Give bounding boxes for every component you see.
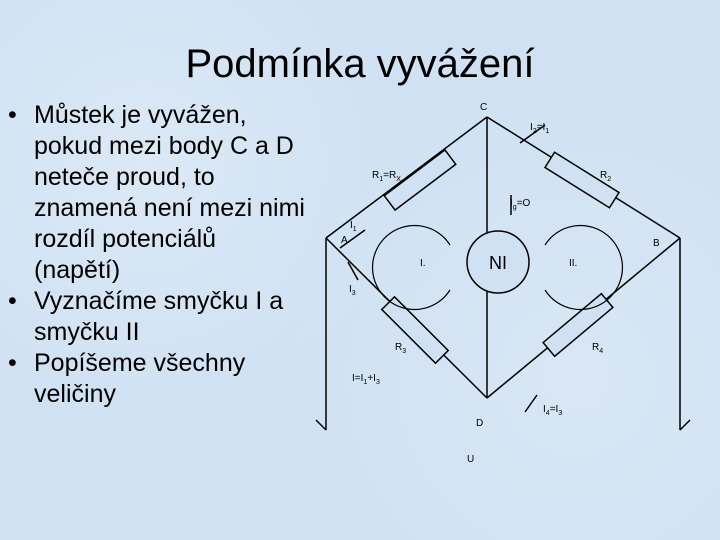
terminal-right (680, 420, 690, 430)
bullet-text: Popíšeme všechny veličiny (34, 349, 246, 408)
loop-1-label: I. (420, 258, 426, 269)
bullet-text: Můstek je vyvážen, pokud mezi body C a D neteče proud, to znamená není mezi nimi rozdíl potenciálů (napětí) (34, 101, 305, 284)
loop-2-arc (545, 226, 622, 310)
node-c-label: C (480, 102, 488, 113)
bullet-dot: • (8, 101, 17, 129)
i2-label: $I_2=I_1$ (530, 122, 550, 135)
bullet-dot: • (8, 349, 17, 377)
galvanometer-label: NI (489, 253, 507, 273)
loop-1-arc (373, 226, 450, 310)
voltage-label: U (467, 454, 475, 465)
bullet-dot: • (8, 287, 17, 315)
node-a-label: A (341, 235, 348, 246)
slide-title: Podmínka vyvážení (185, 42, 535, 86)
i-total-label: $I=I_1+I_3$ (352, 373, 380, 386)
i4-label: $I_4=I_3$ (543, 404, 563, 417)
i1-label: $I_1$ (350, 220, 357, 233)
resistor-r3 (382, 297, 448, 363)
r1-label: $R_1=R_X$ (372, 170, 401, 183)
r2-label: $R_2$ (600, 170, 612, 183)
bullet-text: Vyznačíme smyčku I a smyčku II (34, 287, 284, 346)
node-b-label: B (653, 238, 660, 249)
ig-label: $I_g=O$ (510, 198, 531, 211)
r4-label: $R_4$ (592, 342, 604, 355)
node-d-label: D (476, 418, 484, 429)
i3-label: $I_3$ (349, 284, 356, 297)
terminal-left (316, 420, 326, 430)
arrow-i4 (525, 395, 537, 412)
r3-label: $R_3$ (395, 342, 407, 355)
loop-2-label: II. (569, 258, 578, 269)
